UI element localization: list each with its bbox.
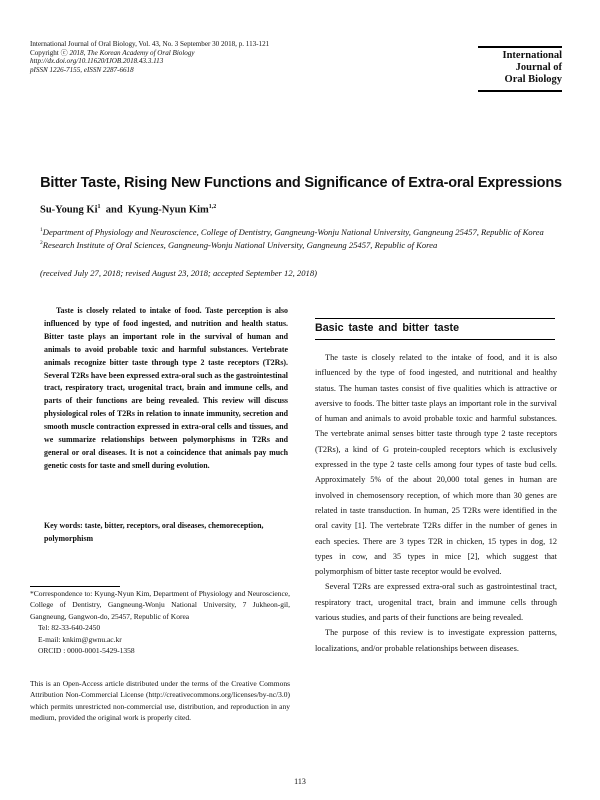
correspondence-tel: Tel: 82-33-640-2450 — [38, 623, 101, 633]
paragraph: The purpose of this review is to investigate expression patterns, localizations, and/or probable relationships between diseases. — [315, 628, 557, 653]
author-2: Kyung-Nyun Kim — [127, 204, 209, 216]
correspondence-orcid: ORCID : 0000-0001-5429-1358 — [38, 646, 135, 656]
citation-line: International Journal of Oral Biology, Vol. 43, No. 3 September 30 2018, p. 113-121 — [30, 40, 270, 48]
open-access-notice: This is an Open-Access article distributed under the terms of the Creative Commons Attribution Non-Commercial License (http://creativecommons.org/licenses/by-nc/3.0) which permits unrestricted non-commercial use, distribution, and reproduction in any medium, provided the original work is properly cited. — [30, 679, 290, 723]
affiliation-1: $^1$Department of Physiology and Neuroscience, College of Dentistry, Gangneung-Wonju National University, Gangneung 25457, Republic of Korea — [40, 226, 544, 237]
issn-line: pISSN 1226-7155, eISSN 2287-6618 — [30, 65, 134, 74]
doi-link[interactable]: http://dx.doi.org/10.11620/IJOB.2018.43.3.113 — [30, 57, 164, 66]
article-title: Bitter Taste, Rising New Functions and Significance of Extra-oral Expressions — [40, 175, 562, 191]
affiliation-2: $^2$Research Institute of Oral Sciences, Gangneung-Wonju National University, Gangneung 25457, Republic of Korea — [40, 239, 438, 250]
affiliations — [40, 225, 560, 251]
abstract-text: Taste is closely related to intake of food. Taste perception is also influenced by type of food ingested, and nutrition and health status. Bitter taste plays an important role in the survival of human and animals to avoid probable toxic and harmful substances. Vertebrate animals recognize bitter taste through type 2 taste receptors (T2Rs). Several T2Rs have been expressed extra-oral such as the gastrointestinal tract, respiratory tract, urogenital tract, brain and immune cells, and parts of their functions are being revealed. This review will discuss physiological roles of T2Rs in relation to innate immunity, secretion and smooth muscle contraction expressed in extra-oral cells and tissues, and we summarize relationships between polymorphisms in T2Rs and general or oral diseases. It is not a coincidence that animals pay much genetic costs for taste and smell during evolution. — [44, 306, 288, 470]
correspondence-email[interactable]: E-mail: knkim@gwnu.ac.kr — [38, 634, 122, 644]
footnote-divider — [30, 586, 120, 587]
paragraph: Several T2Rs are expressed extra-oral such as gastrointestinal tract, respiratory tract, urogenital tract, brain and immune cells through various studies, and parts of their functions are being revealed. — [315, 582, 557, 623]
copyright-line: Copyright ⓒ 2018, The Korean Academy of Oral Biology — [30, 48, 195, 57]
page-number: 113 — [294, 777, 306, 786]
paragraph: The taste is closely related to the intake of food, and it is also influenced by the type of food ingested, and nutritional and healthy status. The human tastes consist of five qualities which is attractive or aversive to foods. The bitter taste plays an important role in the survival of human and animals to avoid probable toxic and harmful substances. The vertebrate animal senses bitter taste through type 2 taste receptors (T2Rs), a kind of G protein-coupled receptors which is exclusively expressed in the type 2 taste cells among four types of taste bud cells. Approximately 5% of the about 20,000 total genes in human are involved in chemosensory reception, of which more than 30 genes are related in taste transduction. In human, 25 T2Rs were identified in the oral cavity [1]. The vertebrate T2Rs differ in the number of genes in each species. There are 3 types T2R in chicken, 15 types in dog, 12 types in cow, and 35 types in mice [2], which suggest that polymorphism of bitter taste receptor would be evolved. — [315, 353, 557, 577]
author-line: Su-Young Ki$^1$ and Kyung-Nyun Kim$^{1,2}$ — [40, 204, 217, 216]
keywords: Key words: taste, bitter, receptors, oral diseases, chemoreception, polymorphism — [44, 521, 264, 543]
section-heading-rule — [315, 339, 555, 340]
section-body — [315, 350, 557, 656]
correspondence-footnote — [30, 588, 290, 656]
correspondence-address: *Correspondence to: Kyung-Nyun Kim, Department of Physiology and Neuroscience, College of Dentistry, Gangneung-Wonju National University, 7 Jukheon-gil, Gangneung, Gangwon-do, 25457, Republic of Korea — [30, 589, 290, 621]
journal-logo-box: International Journal of Oral Biology — [478, 46, 562, 92]
citation-block — [30, 40, 410, 74]
author-1: Su-Young Ki — [40, 204, 98, 216]
section-top-rule — [315, 318, 555, 319]
section-heading: Basic taste and bitter taste — [315, 322, 460, 334]
received-dates: (received July 27, 2018; revised August 23, 2018; accepted September 12, 2018) — [40, 268, 317, 278]
